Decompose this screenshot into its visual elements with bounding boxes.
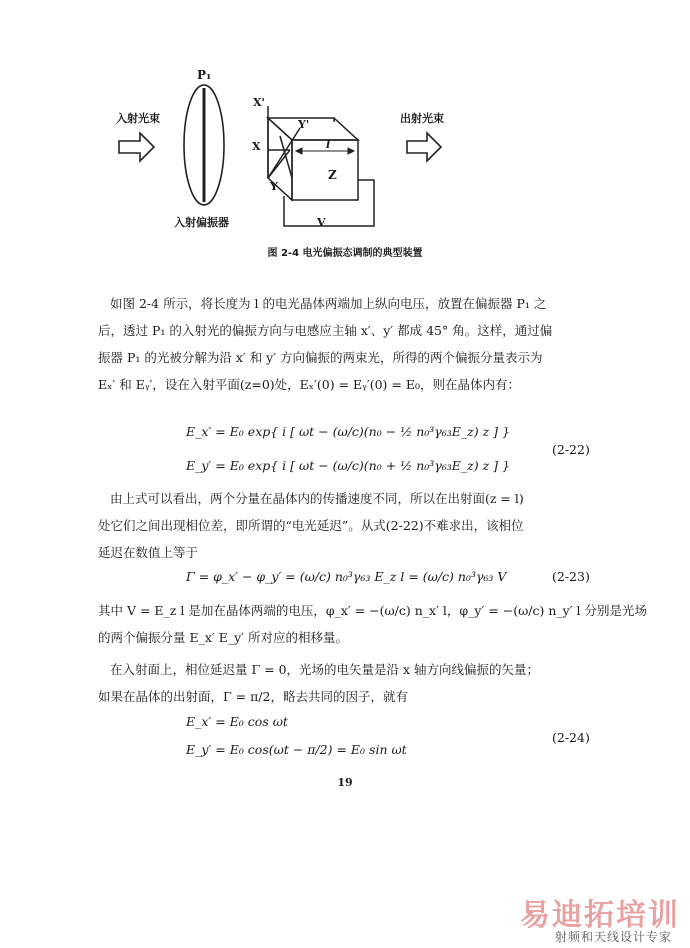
equation-2-24a: E_x′ = E₀ cos ωt xyxy=(186,714,288,729)
paragraph-4 xyxy=(98,656,596,710)
text-line: 如果在晶体的出射面，Γ = π/2，略去共同的因子，就有 xyxy=(98,689,408,704)
label-l: l xyxy=(326,138,331,151)
equation-number-2-24: (2-24) xyxy=(552,730,590,745)
label-x: X xyxy=(252,140,261,153)
text-line: 后，透过 P₁ 的入射光的偏振方向与电感应主轴 x′、y′ 都成 45° 角。这样，通过偏 xyxy=(98,323,553,338)
label-p1: P₁ xyxy=(197,68,212,82)
equation-number-2-23: (2-23) xyxy=(552,569,590,584)
label-polarizer: 入射偏振器 xyxy=(174,216,229,229)
paragraph-1 xyxy=(98,290,596,398)
text-line: 由上式可以看出，两个分量在晶体内的传播速度不同，所以在出射面(z = l) xyxy=(110,491,524,506)
equation-2-24b: E_y′ = E₀ cos(ωt − π/2) = E₀ sin ωt xyxy=(186,742,407,757)
crystal-cube xyxy=(268,106,358,200)
equation-2-23: Γ = φ_x′ − φ_y′ = (ω/c) n₀³γ₆₃ E_z l = (ω/c) n₀³γ₆₃ V xyxy=(186,569,507,584)
setup-diagram xyxy=(0,0,690,280)
label-input-beam: 入射光束 xyxy=(116,112,160,125)
voltage-wire xyxy=(284,180,374,226)
text-line: 延迟在数值上等于 xyxy=(98,545,199,560)
label-output-beam: 出射光束 xyxy=(400,112,444,125)
text-line: 振器 P₁ 的光被分解为沿 x′ 和 y′ 方向偏振的两束光，所得的两个偏振分量表示为 xyxy=(98,350,543,365)
text-line: 如图 2-4 所示，将长度为 l 的电光晶体两端加上纵向电压，放置在偏振器 P₁ 之 xyxy=(110,296,547,311)
watermark-brand: 易迪拓培训 xyxy=(520,898,680,933)
text-line: 处它们之间出现相位差，即所谓的“电光延迟”。从式(2-22)不难求出，该相位 xyxy=(98,518,524,533)
label-v: V xyxy=(317,216,326,229)
label-y-prime: Y' xyxy=(298,118,310,131)
label-y: Y xyxy=(270,180,278,193)
page-number: 19 xyxy=(337,776,353,789)
output-beam-arrow xyxy=(407,133,441,161)
text-line: 的两个偏振分量 E_x′ E_y′ 所对应的相移量。 xyxy=(98,630,348,645)
figure-2-4 xyxy=(0,0,690,280)
equation-2-22a: E_x′ = E₀ exp{ i [ ωt − (ω/c)(n₀ − ½ n₀³γ₆₃E_z) z ] } xyxy=(186,424,510,439)
label-z: Z xyxy=(328,168,337,182)
text-line: 其中 V = E_z l 是加在晶体两端的电压，φ_x′ = −(ω/c) n_x′ l，φ_y′ = −(ω/c) n_y′ l 分别是光场 xyxy=(98,603,647,618)
figure-caption: 图 2-4 电光偏振态调制的典型装置 xyxy=(267,248,423,259)
text-line: Eₓ′ 和 Eᵧ′，设在入射平面(z=0)处，Eₓ′(0) = Eᵧ′(0) = E₀，则在晶体内有： xyxy=(98,377,520,392)
equation-number-2-22: (2-22) xyxy=(552,442,590,457)
paragraph-2 xyxy=(98,485,596,566)
paragraph-3 xyxy=(98,597,647,651)
equation-2-22b: E_y′ = E₀ exp{ i [ ωt − (ω/c)(n₀ + ½ n₀³γ₆₃E_z) z ] } xyxy=(186,458,510,473)
text-line: 在入射面上，相位延迟量 Γ = 0，光场的电矢量是沿 x 轴方向线偏振的矢量； xyxy=(110,662,540,677)
watermark-slogan: 射频和天线设计专家 xyxy=(554,930,672,944)
length-dimension xyxy=(296,148,354,154)
input-beam-arrow xyxy=(119,133,154,161)
label-x-prime: X' xyxy=(253,96,265,109)
